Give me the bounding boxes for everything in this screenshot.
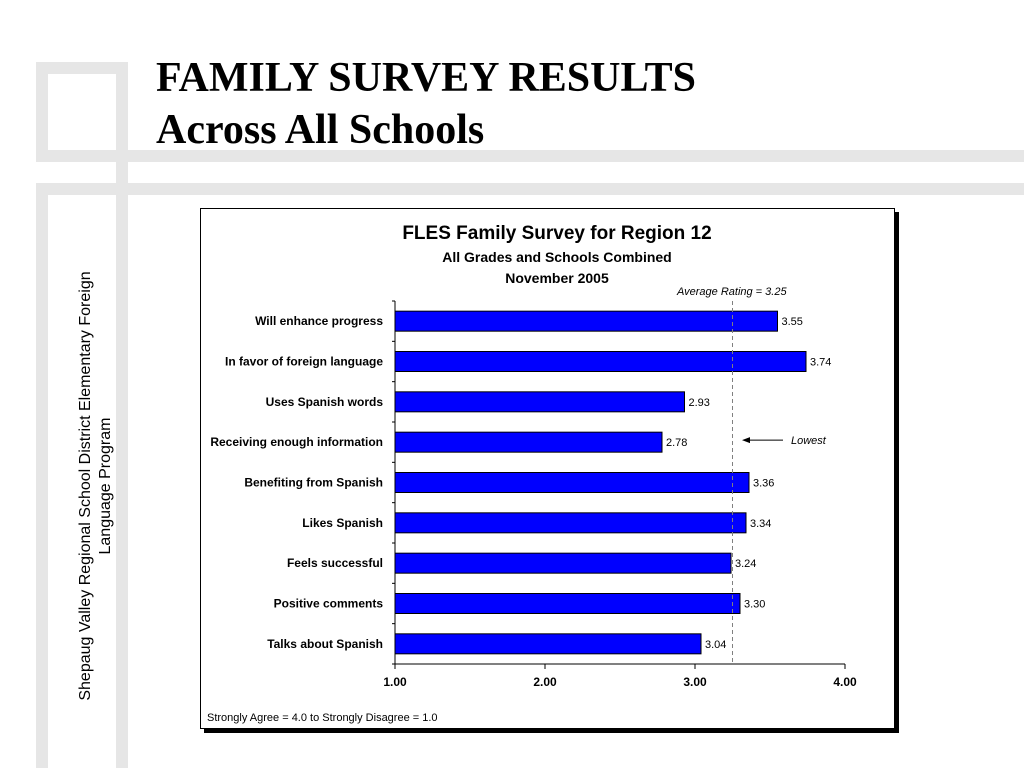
lowest-label: Lowest — [791, 435, 826, 448]
bar — [395, 473, 749, 493]
category-label: Benefiting from Spanish — [244, 475, 383, 490]
bar — [395, 634, 701, 654]
value-label: 3.36 — [753, 477, 775, 490]
footnote: Strongly Agree = 4.0 to Strongly Disagree = 1.0 — [207, 712, 438, 724]
category-label: Positive comments — [273, 596, 383, 611]
chart-subtitle-date: November 2005 — [505, 270, 609, 286]
lowest-arrow-head — [742, 437, 750, 443]
bar-chart — [201, 209, 894, 728]
plot-area — [210, 301, 857, 689]
x-tick-label: 2.00 — [533, 675, 557, 689]
value-label: 3.24 — [735, 558, 757, 571]
slide-title — [156, 52, 696, 156]
frame-top-left-vertical — [36, 62, 48, 162]
bar — [395, 594, 740, 614]
value-label: 3.74 — [810, 356, 832, 369]
value-label: 3.30 — [744, 598, 766, 611]
bar — [395, 311, 778, 331]
category-label: In favor of foreign language — [224, 354, 383, 369]
value-label: 3.34 — [750, 517, 772, 530]
value-label: 3.55 — [781, 316, 803, 329]
category-label: Talks about Spanish — [267, 636, 383, 651]
category-label: Will enhance progress — [255, 314, 383, 329]
category-label: Receiving enough information — [210, 435, 383, 450]
bar — [395, 513, 746, 533]
x-tick-label: 1.00 — [383, 675, 407, 689]
bar — [395, 553, 731, 573]
category-label: Feels successful — [286, 556, 383, 571]
frame-long-vertical — [116, 62, 128, 768]
chart-panel — [200, 208, 895, 729]
value-label: 2.78 — [666, 437, 688, 450]
frame-left-vertical — [36, 183, 48, 768]
value-label: 3.04 — [705, 638, 727, 651]
x-tick-label: 3.00 — [683, 675, 707, 689]
slide-title-line2: Across All Schools — [156, 107, 485, 153]
category-label: Uses Spanish words — [265, 394, 383, 409]
bar — [395, 352, 806, 372]
frame-top-left-horizontal — [36, 62, 128, 74]
average-label: Average Rating = 3.25 — [677, 286, 787, 298]
slide-title-line1: FAMILY SURVEY RESULTS — [156, 55, 697, 101]
value-label: 2.93 — [688, 396, 710, 409]
frame-horizontal-2 — [36, 183, 1024, 195]
side-caption: Shepaug Valley Regional School District Elementary Foreign Language Program — [77, 271, 114, 701]
chart-subtitle: All Grades and Schools Combined — [442, 249, 672, 265]
bar — [395, 392, 685, 412]
x-tick-label: 4.00 — [833, 675, 857, 689]
chart-title: FLES Family Survey for Region 12 — [402, 223, 712, 244]
category-label: Likes Spanish — [302, 515, 383, 530]
bar — [395, 432, 662, 452]
